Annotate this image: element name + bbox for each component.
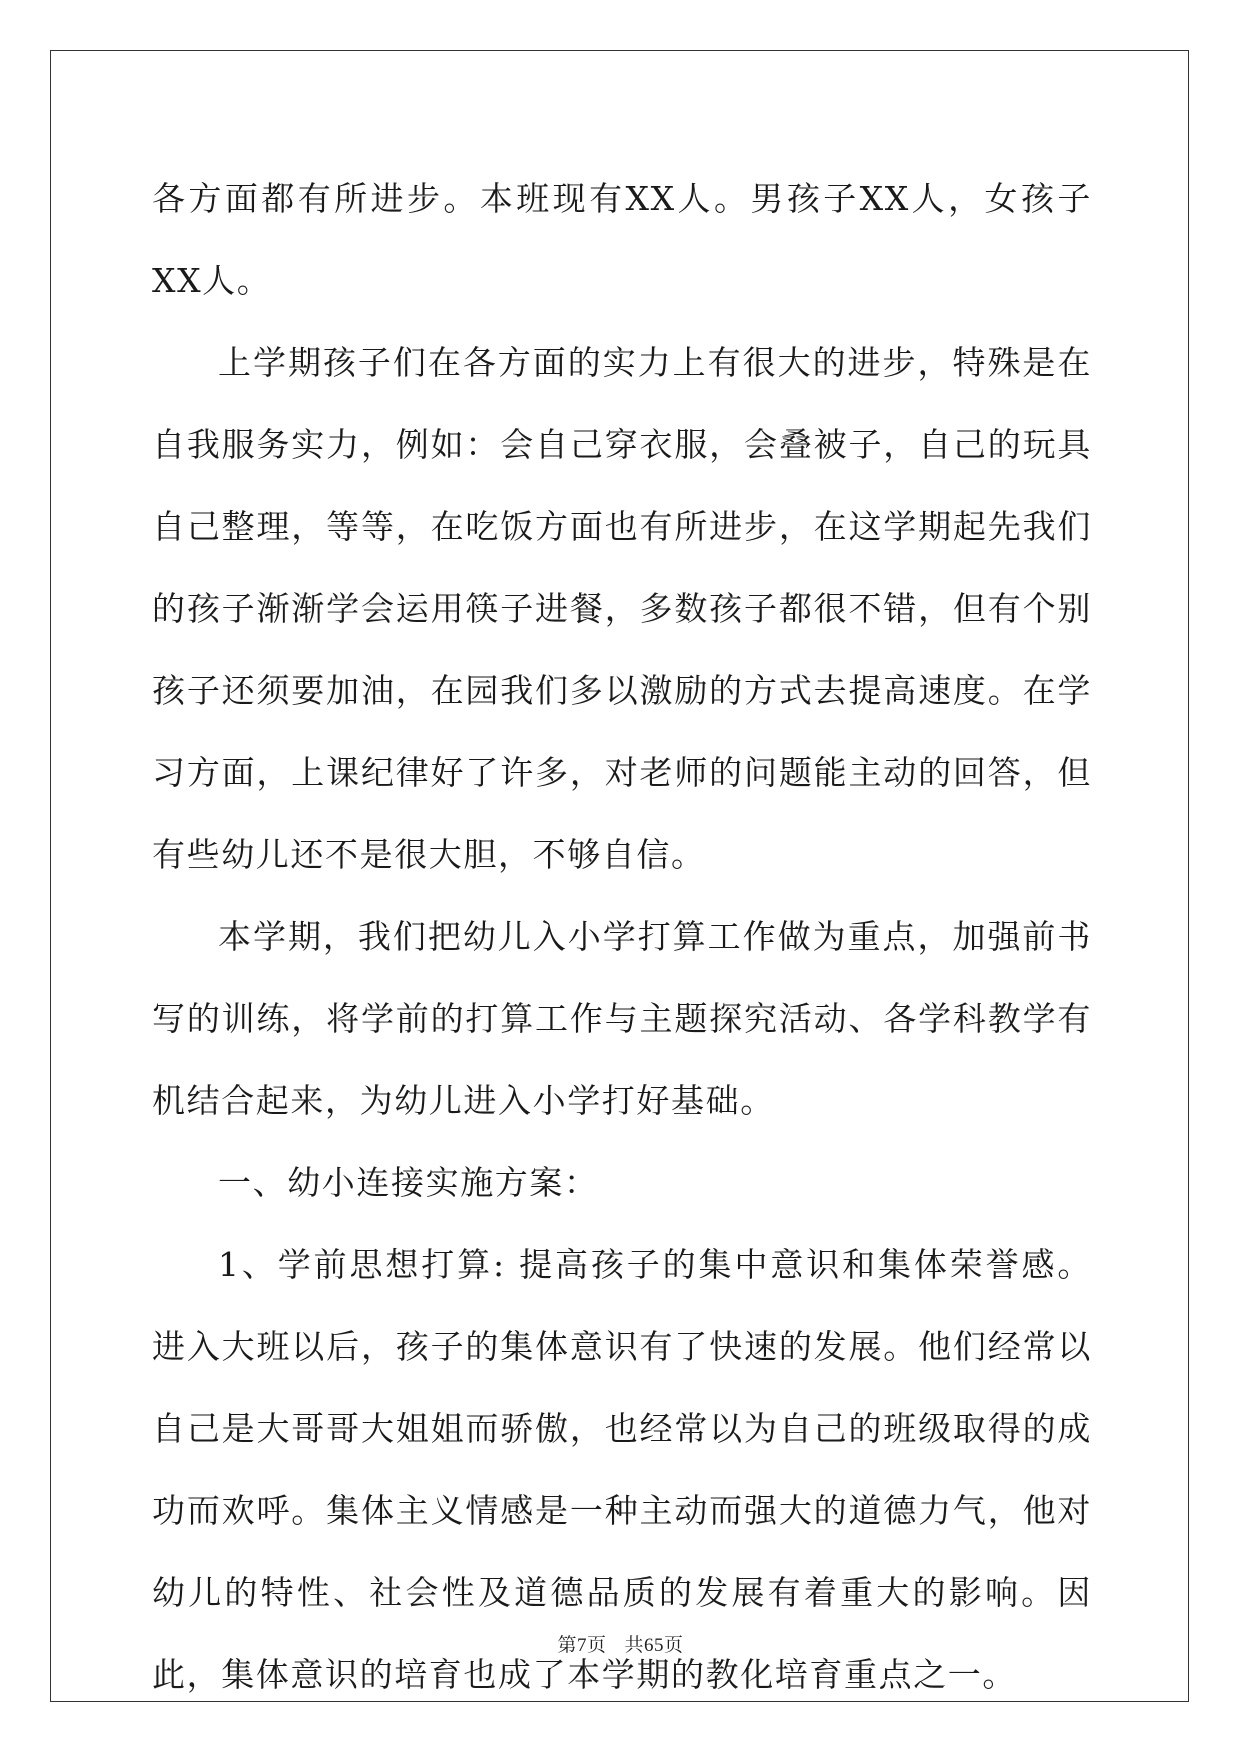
page-footer <box>0 1630 1241 1657</box>
total-page-count: 共65页 <box>624 1635 684 1656</box>
current-page-number: 第7页 <box>557 1635 607 1656</box>
paragraph: 各方面都有所进步。本班现有XX人。男孩子XX人，女孩子XX人。 <box>152 179 1092 300</box>
document-body <box>152 158 1092 1716</box>
paragraph: 1、学前思想打算: 提高孩子的集中意识和集体荣誉感。进入大班以后，孩子的集体意识有了快速的发展。他们经常以自己是大哥哥大姐姐而骄傲，也经常以为自己的班级取得的成功而欢呼。集体主义情感是一种主动而强大的道德力气，他对幼儿的特性、社会性及道德品质的发展有着重大的影响。因此，集体意识的培育也成了本学期的教化培育重点之一。 <box>152 1245 1092 1694</box>
paragraph: 上学期孩子们在各方面的实力上有很大的进步，特殊是在自我服务实力，例如：会自己穿衣服，会叠被子，自己的玩具自己整理，等等，在吃饭方面也有所进步，在这学期起先我们的孩子渐渐学会运用筷子进餐，多数孩子都很不错，但有个别孩子还须要加油，在园我们多以激励的方式去提高速度。在学习方面，上课纪律好了许多，对老师的问题能主动的回答，但有些幼儿还不是很大胆，不够自信。 <box>152 343 1092 874</box>
paragraph: 本学期，我们把幼儿入小学打算工作做为重点，加强前书写的训练，将学前的打算工作与主题探究活动、各学科教学有机结合起来，为幼儿进入小学打好基础。 <box>152 917 1092 1120</box>
paragraph-heading: 一、幼小连接实施方案： <box>218 1163 599 1202</box>
